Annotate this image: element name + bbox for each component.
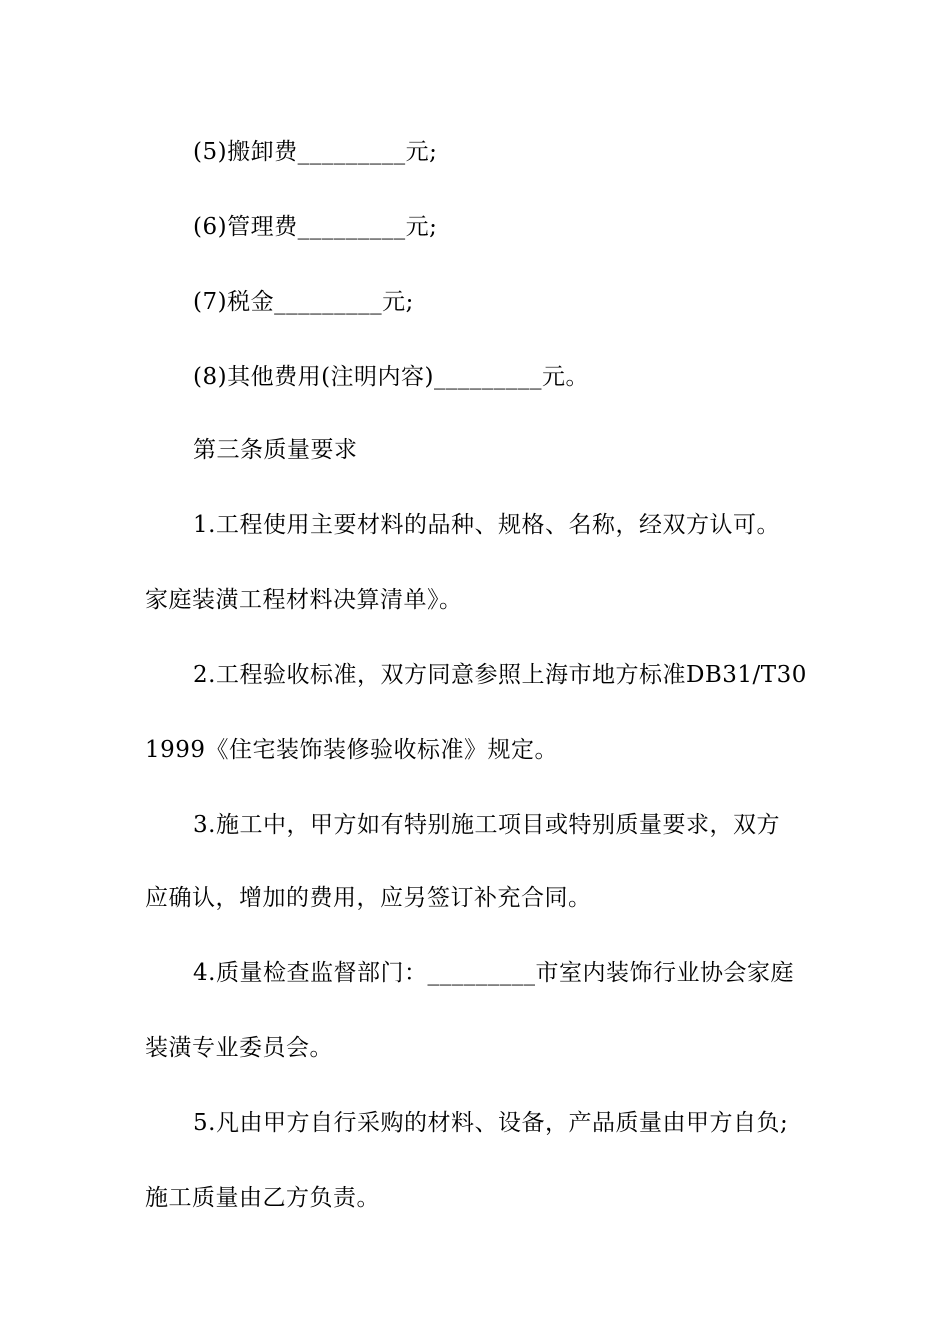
clause-3-line-1: 3.施工中，甲方如有特别施工项目或特别质量要求，双方 bbox=[193, 812, 780, 838]
fee-item-7: (7)税金_________元; bbox=[193, 289, 414, 315]
fee-item-5: (5)搬卸费_________元; bbox=[193, 139, 438, 165]
clause-5-line-2: 施工质量由乙方负责。 bbox=[145, 1185, 380, 1211]
clause-5-line-1: 5.凡由甲方自行采购的材料、设备，产品质量由甲方自负; bbox=[193, 1110, 789, 1136]
clause-1-line-2: 家庭装潢工程材料决算清单》。 bbox=[145, 587, 463, 613]
clause-4-line-2: 装潢专业委员会。 bbox=[145, 1035, 333, 1061]
fee-item-8: (8)其他费用(注明内容)_________元。 bbox=[193, 364, 590, 390]
clause-4-line-1: 4.质量检查监督部门：_________市室内装饰行业协会家庭 bbox=[193, 960, 794, 986]
clause-2-line-2: 1999《住宅装饰装修验收标准》规定。 bbox=[145, 737, 559, 763]
fee-item-6: (6)管理费_________元; bbox=[193, 214, 438, 240]
section-heading: 第三条质量要求 bbox=[193, 437, 358, 463]
clause-2-line-1: 2.工程验收标准，双方同意参照上海市地方标准DB31/T30 bbox=[193, 662, 807, 688]
clause-1-line-1: 1.工程使用主要材料的品种、规格、名称，经双方认可。 bbox=[193, 512, 780, 538]
clause-3-line-2: 应确认，增加的费用，应另签订补充合同。 bbox=[145, 885, 592, 911]
